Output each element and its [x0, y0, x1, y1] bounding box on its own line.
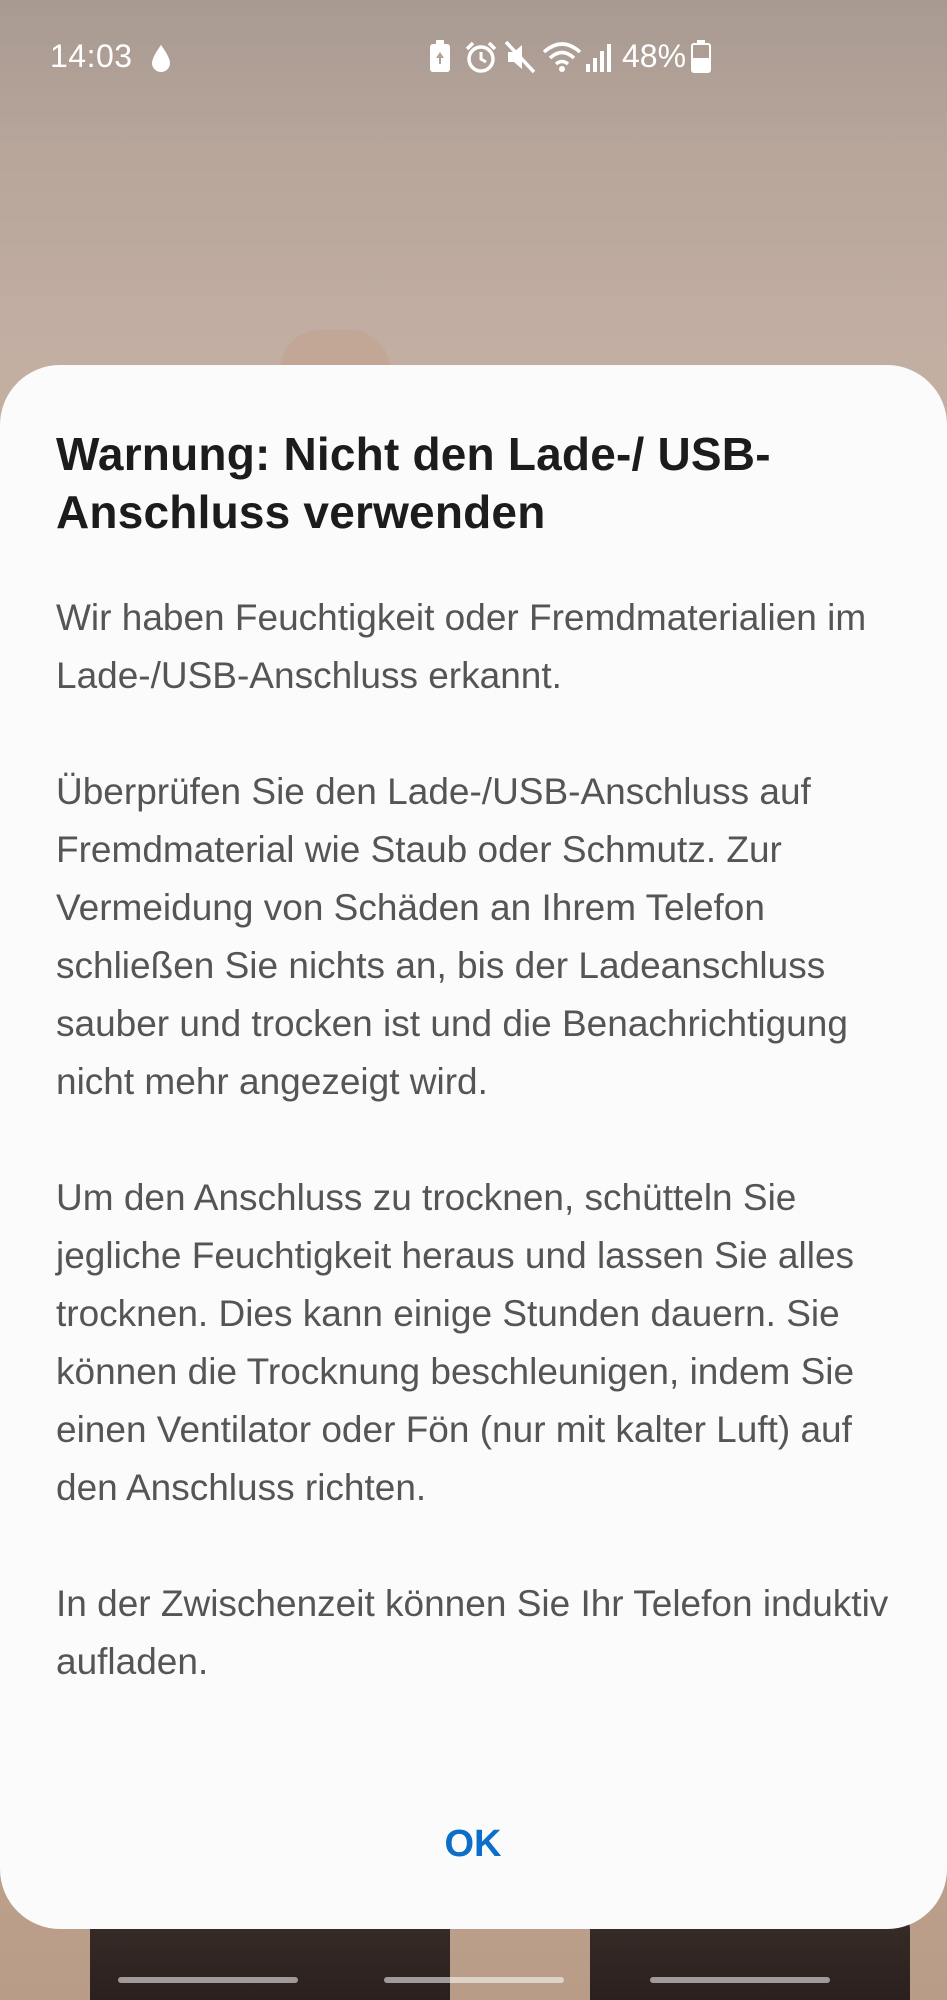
dialog-paragraph-detected: Wir haben Feuchtigkeit oder Fremdmaterialien im Lade-/USB-Anschluss erkannt.	[56, 597, 867, 696]
wifi-icon	[542, 40, 582, 79]
mute-icon	[504, 40, 536, 79]
alarm-icon	[464, 40, 498, 79]
nav-hint-home[interactable]	[384, 1977, 564, 1983]
battery-saver-icon	[428, 40, 452, 79]
status-bar	[0, 0, 947, 116]
status-time: 14:03	[50, 38, 133, 74]
ok-button[interactable]: OK	[373, 1805, 573, 1881]
dialog-paragraph-wireless: In der Zwischenzeit können Sie Ihr Telefon induktiv aufladen.	[56, 1583, 889, 1682]
signal-icon	[584, 40, 614, 79]
battery-icon	[691, 40, 711, 79]
dialog-paragraph-check: Überprüfen Sie den Lade-/USB-Anschluss auf Fremdmaterial wie Staub oder Schmutz. Zur Vermeidung von Schäden an Ihrem Telefon schließen Sie nichts an, bis der Ladeanschluss sauber und trocken ist und die Benachrichtigung nicht mehr angezeigt wird.	[56, 771, 848, 1102]
warning-dialog	[0, 365, 947, 1929]
nav-hint-right[interactable]	[650, 1977, 830, 1983]
dialog-body	[56, 589, 916, 1691]
dialog-title: Warnung: Nicht den Lade-/ USB-Anschluss verwenden	[56, 428, 771, 538]
battery-percent: 48%	[622, 38, 687, 74]
water-drop-icon	[150, 44, 172, 79]
nav-hint-left[interactable]	[118, 1977, 298, 1983]
dialog-paragraph-dry: Um den Anschluss zu trocknen, schütteln Sie jegliche Feuchtigkeit heraus und lassen Sie alles trocknen. Dies kann einige Stunden dauern. Sie können die Trocknung beschleunigen, indem Sie einen Ventilator oder Fön (nur mit kalter Luft) auf den Anschluss richten.	[56, 1177, 855, 1508]
